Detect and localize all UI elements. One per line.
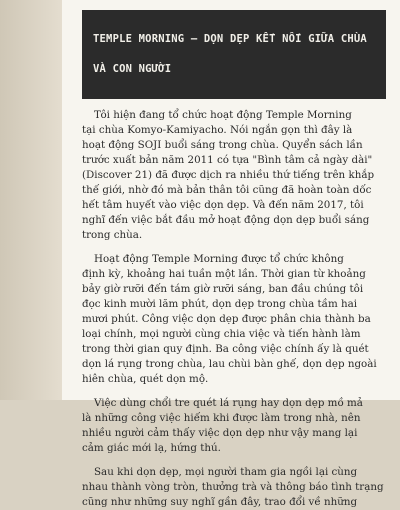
text-line: nghĩ đến việc bắt đầu mở hoạt động dọn dẹp buổi sáng	[82, 214, 370, 226]
text-line: thế giới, nhờ đó mà bản thân tôi cũng đã hoàn toàn dốc	[82, 184, 372, 196]
section-heading-line: VÀ CON NGƯỜI	[93, 63, 172, 75]
page-content	[82, 10, 386, 510]
text-line: tại chùa Komyo-Kamiyacho. Nói ngắn gọn thì đây là	[82, 124, 353, 136]
text-line: hết tâm huyết vào việc dọn dẹp. Và đến năm 2017, tôi	[82, 199, 364, 211]
text-line: là những công việc hiếm khi được làm trong nhà, nên	[82, 412, 361, 424]
section-heading-line: TEMPLE MORNING – DỌN DẸP KẾT NỐI GIỮA CHÙA	[93, 33, 367, 45]
paragraph-2	[82, 252, 386, 387]
text-line: trước xuất bản năm 2011 có tựa "Bình tâm cả ngày dài"	[82, 154, 373, 166]
text-line: mươi phút. Công việc dọn dẹp được phân chia thành ba	[82, 313, 371, 325]
section-heading	[93, 17, 376, 92]
text-line: Việc dùng chổi tre quét lá rụng hay dọn dẹp mồ mả	[94, 397, 363, 409]
text-line: (Discover 21) đã được dịch ra nhiều thứ tiếng trên khắp	[82, 169, 375, 181]
text-line: nhiều người cảm thấy việc dọn dẹp như vậy mang lại	[82, 427, 358, 439]
book-gutter	[0, 0, 62, 400]
text-line: trong thời gian quy định. Ba công việc chính ấy là quét	[82, 343, 369, 355]
section-heading-box	[82, 10, 386, 99]
paragraph-3	[82, 396, 386, 456]
text-line: hoạt động SOJI buổi sáng trong chùa. Quyển sách lần	[82, 139, 363, 151]
paragraph-1	[82, 108, 386, 243]
book-page	[62, 0, 400, 508]
text-line: Hoạt động Temple Morning được tổ chức không	[94, 253, 344, 265]
text-line: đọc kinh mười lăm phút, dọn dẹp trong chùa tầm hai	[82, 298, 358, 310]
text-line: Sau khi dọn dẹp, mọi người tham gia ngồi lại cùng	[94, 466, 358, 478]
text-line: hiên chùa, quét dọn mộ.	[82, 373, 209, 385]
text-line: định kỳ, khoảng hai tuần một lần. Thời gian từ khoảng	[82, 268, 366, 280]
text-line: cũng như những suy nghĩ gần đây, trao đổi về những	[82, 496, 358, 508]
text-line: dọn lá rụng trong chùa, lau chùi bàn ghế, dọn dẹp ngoài	[82, 358, 377, 370]
paragraph-4	[82, 465, 386, 510]
text-line: bảy giờ rưỡi đến tám giờ rưỡi sáng, ban đầu chúng tôi	[82, 283, 364, 295]
text-line: Tôi hiện đang tổ chức hoạt động Temple Morning	[94, 109, 352, 121]
text-line: loại chính, mọi người cùng chia việc và tiến hành làm	[82, 328, 361, 340]
text-line: trong chùa.	[82, 229, 143, 241]
text-line: nhau thành vòng tròn, thưởng trà và thông báo tình trạng	[82, 481, 384, 493]
text-line: cảm giác mới lạ, hứng thú.	[82, 442, 221, 454]
